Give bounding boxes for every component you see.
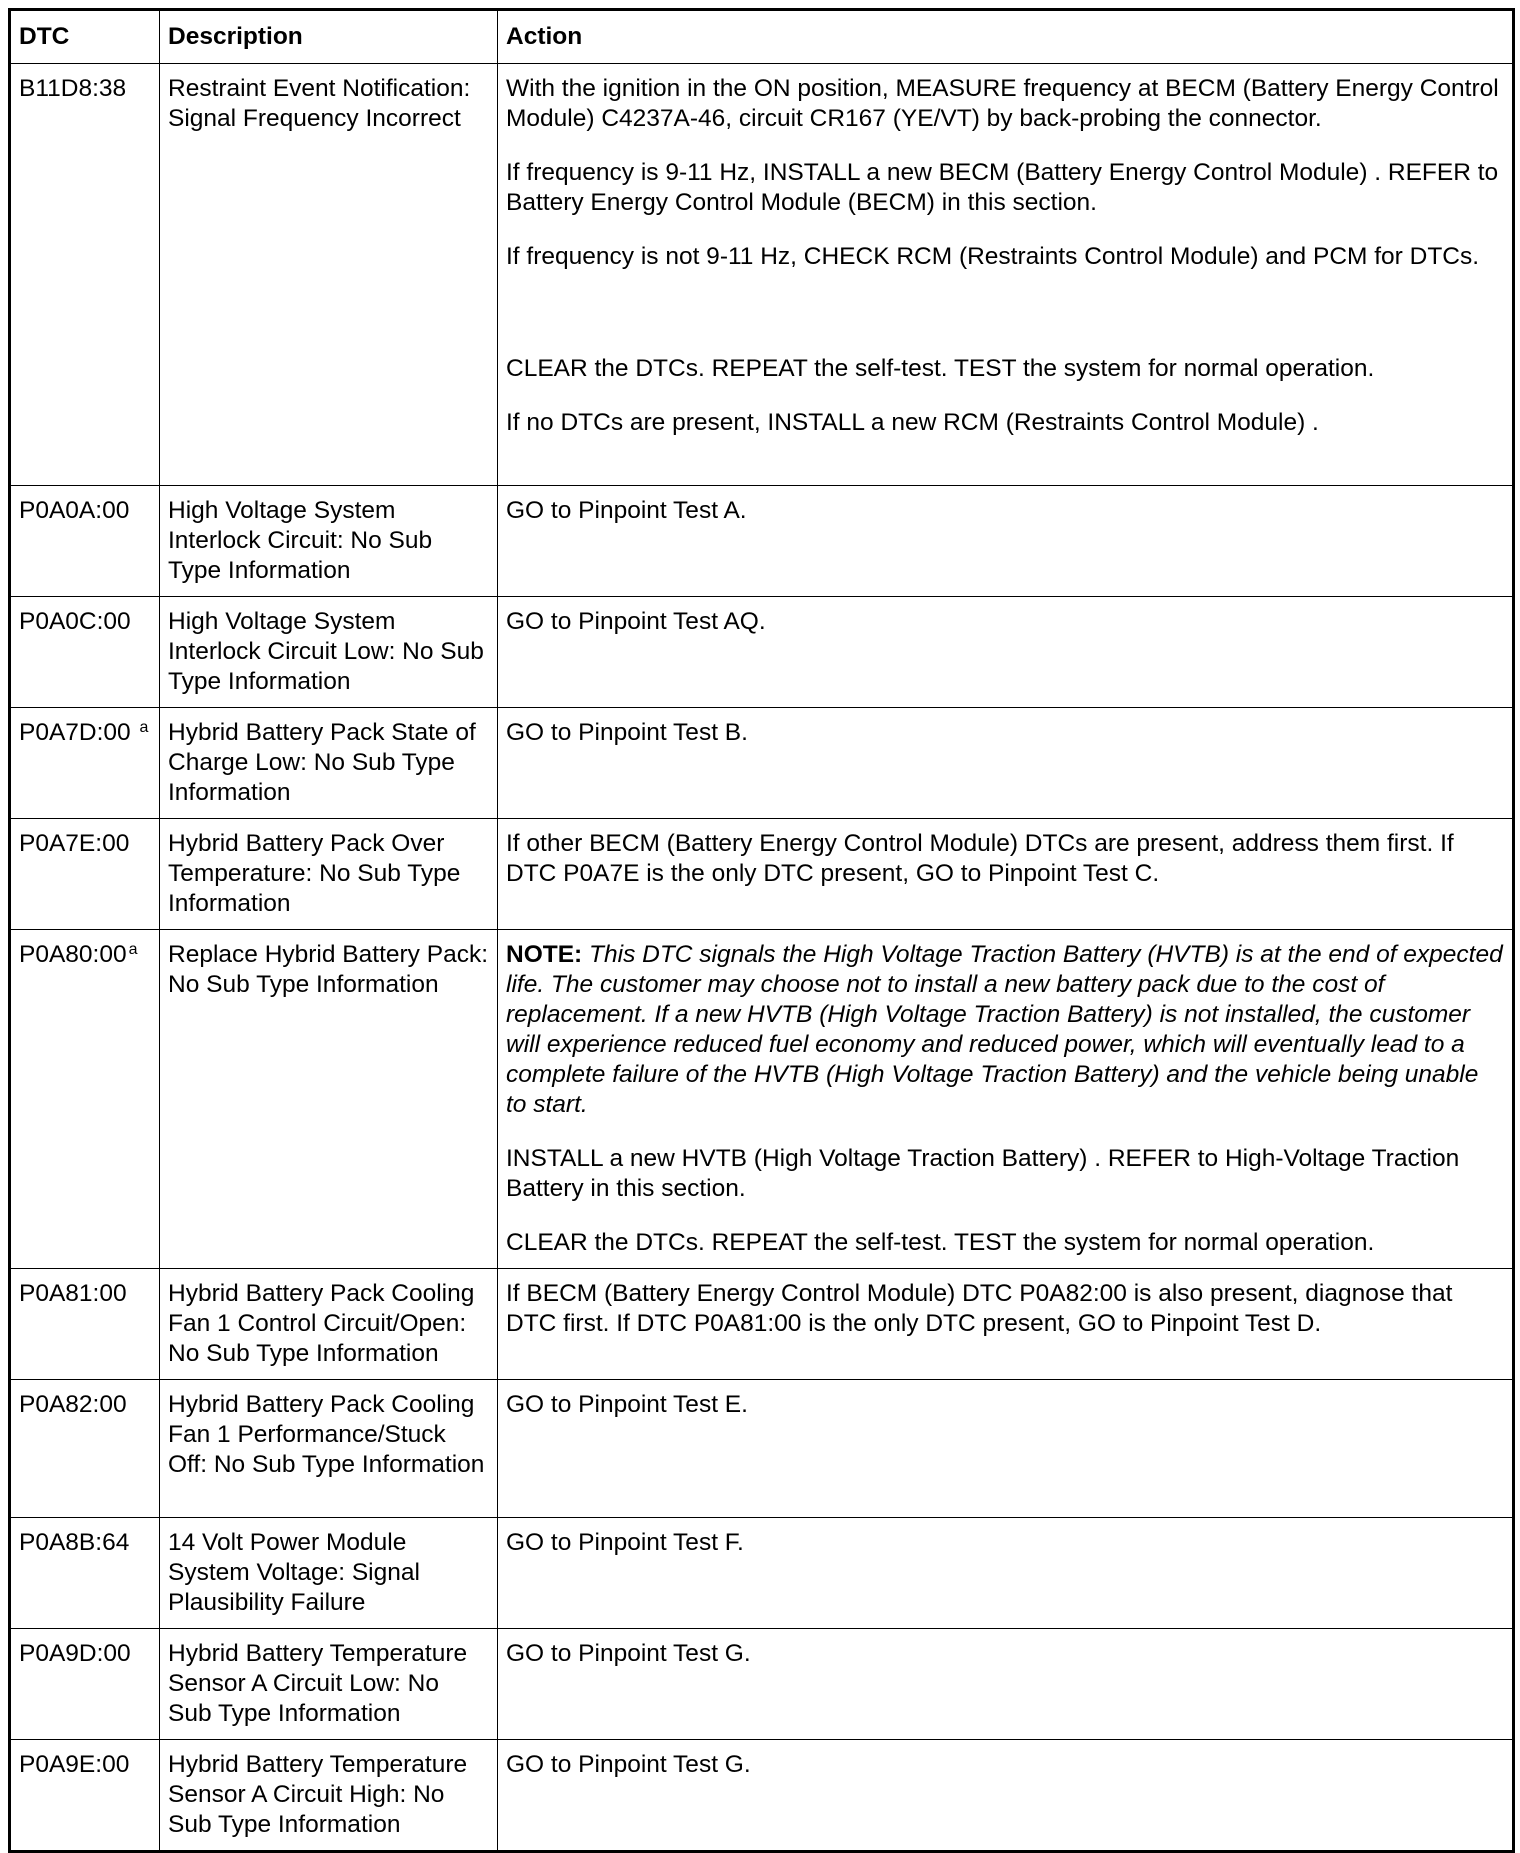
dtc-description: Hybrid Battery Pack State of Charge Low: No Sub Type Information — [160, 708, 498, 819]
table-row — [10, 708, 1514, 819]
action-step: If no DTCs are present, INSTALL a new RCM (Restraints Control Module) . — [506, 409, 1319, 436]
table-row — [10, 1740, 1514, 1852]
dtc-action — [498, 1629, 1514, 1740]
action-step: CLEAR the DTCs. REPEAT the self-test. TEST the system for normal operation. — [506, 355, 1375, 382]
action-step: GO to Pinpoint Test AQ. — [506, 608, 766, 635]
table-row — [10, 1629, 1514, 1740]
action-step: GO to Pinpoint Test F. — [506, 1529, 744, 1556]
action-step: If frequency is 9-11 Hz, INSTALL a new BECM (Battery Energy Control Module) . REFER to Battery Energy Control Module (BECM) in this section. — [506, 159, 1499, 216]
footnote-marker: a — [128, 941, 138, 958]
dtc-code: P0A82:00 — [10, 1380, 160, 1518]
table-row — [10, 1380, 1514, 1518]
dtc-description: High Voltage System Interlock Circuit Low: No Sub Type Information — [160, 597, 498, 708]
note-paragraph — [506, 940, 1504, 1120]
dtc-code-text: P0A7D:00 — [19, 719, 131, 746]
dtc-action — [498, 708, 1514, 819]
table-row — [10, 930, 1514, 1269]
dtc-description: Hybrid Battery Pack Cooling Fan 1 Control Circuit/Open: No Sub Type Information — [160, 1269, 498, 1380]
action-step: GO to Pinpoint Test B. — [506, 719, 748, 746]
dtc-code: P0A7E:00 — [10, 819, 160, 930]
dtc-description: Replace Hybrid Battery Pack: No Sub Type Information — [160, 930, 498, 1269]
dtc-description: High Voltage System Interlock Circuit: No Sub Type Information — [160, 486, 498, 597]
dtc-action — [498, 930, 1514, 1269]
dtc-code — [10, 708, 160, 819]
dtc-action — [498, 1380, 1514, 1518]
action-step: INSTALL a new HVTB (High Voltage Traction Battery) . REFER to High-Voltage Traction Battery in this section. — [506, 1145, 1460, 1202]
dtc-description: Hybrid Battery Temperature Sensor A Circuit High: No Sub Type Information — [160, 1740, 498, 1852]
action-step: GO to Pinpoint Test G. — [506, 1640, 751, 1667]
action-step: CLEAR the DTCs. REPEAT the self-test. TEST the system for normal operation. — [506, 1229, 1375, 1256]
dtc-action — [498, 1740, 1514, 1852]
dtc-action — [498, 486, 1514, 597]
note-label: NOTE: — [506, 941, 583, 968]
note-text: This DTC signals the High Voltage Traction Battery (HVTB) is at the end of expected life. The customer may choose not to install a new battery pack due to the cost of replacement. If a new HVTB (High Voltage Traction Battery) is not installed, the customer will experience reduced fuel economy and reduced power, which will eventually lead to a complete failure of the HVTB (High Voltage Traction Battery) and the vehicle being unable to start. — [506, 941, 1503, 1118]
dtc-description: Restraint Event Notification: Signal Frequency Incorrect — [160, 64, 498, 486]
header-action: Action — [498, 10, 1514, 64]
table-row — [10, 64, 1514, 486]
dtc-table — [8, 8, 1515, 1853]
dtc-code: P0A0A:00 — [10, 486, 160, 597]
dtc-description: Hybrid Battery Temperature Sensor A Circuit Low: No Sub Type Information — [160, 1629, 498, 1740]
table-row — [10, 597, 1514, 708]
dtc-description: 14 Volt Power Module System Voltage: Signal Plausibility Failure — [160, 1518, 498, 1629]
dtc-code — [10, 930, 160, 1269]
action-step: If BECM (Battery Energy Control Module) DTC P0A82:00 is also present, diagnose that DTC first. If DTC P0A81:00 is the only DTC present, GO to Pinpoint Test D. — [506, 1280, 1453, 1337]
table-row — [10, 819, 1514, 930]
header-description: Description — [160, 10, 498, 64]
dtc-code-text: P0A80:00 — [19, 941, 127, 968]
header-row — [10, 10, 1514, 64]
action-step: With the ignition in the ON position, MEASURE frequency at BECM (Battery Energy Control Module) C4237A-46, circuit CR167 (YE/VT) by back-probing the connector. — [506, 75, 1499, 132]
dtc-code: P0A9D:00 — [10, 1629, 160, 1740]
action-step: GO to Pinpoint Test G. — [506, 1751, 751, 1778]
dtc-action — [498, 1269, 1514, 1380]
dtc-action — [498, 1518, 1514, 1629]
dtc-action — [498, 64, 1514, 486]
dtc-code: P0A8B:64 — [10, 1518, 160, 1629]
dtc-action — [498, 597, 1514, 708]
dtc-code: P0A9E:00 — [10, 1740, 160, 1852]
table-row — [10, 1518, 1514, 1629]
footnote-marker: a — [139, 719, 149, 736]
dtc-action — [498, 819, 1514, 930]
dtc-code: P0A0C:00 — [10, 597, 160, 708]
header-dtc: DTC — [10, 10, 160, 64]
dtc-description: Hybrid Battery Pack Cooling Fan 1 Performance/Stuck Off: No Sub Type Information — [160, 1380, 498, 1518]
action-step: If frequency is not 9-11 Hz, CHECK RCM (Restraints Control Module) and PCM for DTCs. — [506, 243, 1480, 270]
action-step: GO to Pinpoint Test A. — [506, 497, 747, 524]
dtc-description: Hybrid Battery Pack Over Temperature: No Sub Type Information — [160, 819, 498, 930]
table-row — [10, 486, 1514, 597]
action-step: GO to Pinpoint Test E. — [506, 1391, 748, 1418]
table-row — [10, 1269, 1514, 1380]
dtc-code: B11D8:38 — [10, 64, 160, 486]
action-step: If other BECM (Battery Energy Control Module) DTCs are present, address them first. If DTC P0A7E is the only DTC present, GO to Pinpoint Test C. — [506, 830, 1454, 887]
dtc-code: P0A81:00 — [10, 1269, 160, 1380]
